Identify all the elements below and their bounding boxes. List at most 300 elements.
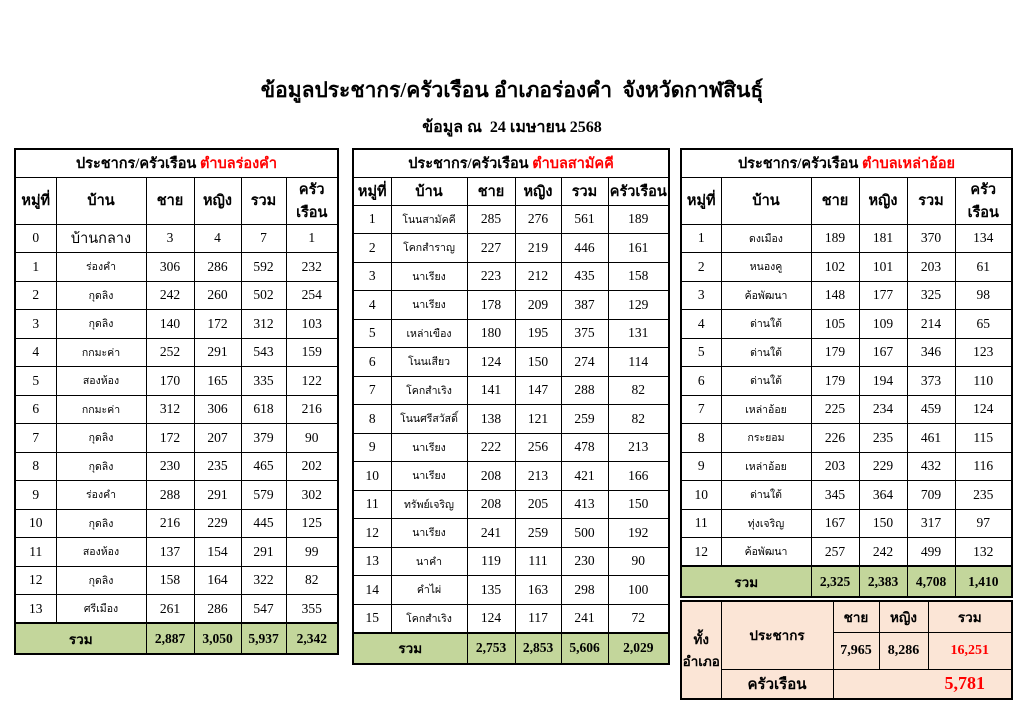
village-name-cell: เหล่าอ้อย <box>721 395 811 424</box>
table-row <box>353 319 669 348</box>
column-header: หมู่ที่ <box>681 177 721 224</box>
table-row <box>681 509 1012 538</box>
table-body <box>15 224 338 623</box>
table-title-highlight: ตำบลเหล่าอ้อย <box>861 155 956 172</box>
value-cell: 709 <box>907 481 955 510</box>
value-cell: 3 <box>15 310 56 339</box>
table-row <box>353 234 669 263</box>
value-cell: 302 <box>286 481 338 510</box>
table-row <box>681 424 1012 453</box>
value-cell: 12 <box>681 538 721 567</box>
value-cell: 288 <box>146 481 194 510</box>
total-male: 2,887 <box>146 623 194 654</box>
value-cell: 161 <box>608 234 669 263</box>
village-name-cell: นาเรียง <box>391 519 467 548</box>
village-name-cell: ด่านใต้ <box>721 338 811 367</box>
value-cell: 164 <box>194 566 241 595</box>
value-cell: 154 <box>194 538 241 567</box>
value-cell: 124 <box>955 395 1012 424</box>
value-cell: 1 <box>15 253 56 282</box>
value-cell: 203 <box>811 452 859 481</box>
value-cell: 222 <box>467 433 515 462</box>
value-cell: 11 <box>681 509 721 538</box>
value-cell: 291 <box>241 538 286 567</box>
table-row <box>15 424 338 453</box>
value-cell: 235 <box>859 424 907 453</box>
table-title <box>681 149 1012 177</box>
value-cell: 276 <box>515 205 561 234</box>
total-sum: 5,606 <box>561 633 608 664</box>
value-cell: 461 <box>907 424 955 453</box>
value-cell: 208 <box>467 462 515 491</box>
value-cell: 82 <box>608 376 669 405</box>
value-cell: 232 <box>286 253 338 282</box>
total-households: 2,029 <box>608 633 669 664</box>
column-header: ครัวเรือน <box>286 177 338 224</box>
value-cell: 158 <box>146 566 194 595</box>
value-cell: 111 <box>515 547 561 576</box>
village-name-cell: กุดลิง <box>56 281 146 310</box>
value-cell: 167 <box>859 338 907 367</box>
village-name-cell: ร่องคำ <box>56 253 146 282</box>
village-name-cell: กุดลิง <box>56 509 146 538</box>
value-cell: 115 <box>955 424 1012 453</box>
column-header: บ้าน <box>721 177 811 224</box>
value-cell: 12 <box>353 519 391 548</box>
village-name-cell: เหล่าอ้อย <box>721 452 811 481</box>
summary-population-label: ประชากร <box>721 601 833 669</box>
value-cell: 306 <box>194 395 241 424</box>
value-cell: 579 <box>241 481 286 510</box>
value-cell: 547 <box>241 595 286 624</box>
value-cell: 235 <box>955 481 1012 510</box>
value-cell: 260 <box>194 281 241 310</box>
value-cell: 189 <box>608 205 669 234</box>
table-row <box>353 348 669 377</box>
value-cell: 322 <box>241 566 286 595</box>
value-cell: 114 <box>608 348 669 377</box>
value-cell: 446 <box>561 234 608 263</box>
summary-scope-label: ทั้งอำเภอ <box>681 601 721 699</box>
table-body <box>353 205 669 633</box>
value-cell: 167 <box>811 509 859 538</box>
column-header: หญิง <box>859 177 907 224</box>
value-cell: 355 <box>286 595 338 624</box>
value-cell: 147 <box>515 376 561 405</box>
summary-total-value: 16,251 <box>928 632 1012 669</box>
value-cell: 4 <box>681 310 721 339</box>
column-header: ชาย <box>811 177 859 224</box>
village-name-cell: นาคำ <box>391 547 467 576</box>
value-cell: 90 <box>286 424 338 453</box>
value-cell: 234 <box>859 395 907 424</box>
value-cell: 192 <box>608 519 669 548</box>
value-cell: 7 <box>241 224 286 253</box>
table-row <box>353 291 669 320</box>
village-name-cell: ร่องคำ <box>56 481 146 510</box>
value-cell: 13 <box>353 547 391 576</box>
value-cell: 306 <box>146 253 194 282</box>
table-row <box>681 367 1012 396</box>
value-cell: 274 <box>561 348 608 377</box>
village-name-cell: กุดลิง <box>56 310 146 339</box>
value-cell: 13 <box>15 595 56 624</box>
village-name-cell: เหล่าเขือง <box>391 319 467 348</box>
value-cell: 82 <box>286 566 338 595</box>
column-header: บ้าน <box>391 177 467 205</box>
value-cell: 227 <box>467 234 515 263</box>
summary-female-value: 8,286 <box>879 632 928 669</box>
value-cell: 459 <box>907 395 955 424</box>
value-cell: 170 <box>146 367 194 396</box>
value-cell: 561 <box>561 205 608 234</box>
population-table-samakkhi <box>352 148 668 665</box>
total-female: 2,383 <box>859 566 907 597</box>
value-cell: 9 <box>15 481 56 510</box>
value-cell: 179 <box>811 367 859 396</box>
value-cell: 3 <box>146 224 194 253</box>
value-cell: 14 <box>353 576 391 605</box>
value-cell: 166 <box>608 462 669 491</box>
column-header: ครัวเรือน <box>608 177 669 205</box>
table-row <box>15 253 338 282</box>
value-cell: 335 <box>241 367 286 396</box>
village-name-cell: นาเรียง <box>391 433 467 462</box>
value-cell: 370 <box>907 224 955 253</box>
value-cell: 11 <box>353 490 391 519</box>
value-cell: 119 <box>467 547 515 576</box>
table-title-highlight: ตำบลสามัคคี <box>532 155 614 172</box>
table-row <box>681 395 1012 424</box>
village-name-cell: หนองคู <box>721 253 811 282</box>
table-row <box>353 205 669 234</box>
village-name-cell: โนนสามัคคี <box>391 205 467 234</box>
value-cell: 256 <box>515 433 561 462</box>
value-cell: 225 <box>811 395 859 424</box>
village-name-cell: นาเรียง <box>391 262 467 291</box>
value-cell: 98 <box>955 281 1012 310</box>
value-cell: 373 <box>907 367 955 396</box>
value-cell: 159 <box>286 338 338 367</box>
value-cell: 72 <box>608 604 669 633</box>
value-cell: 208 <box>467 490 515 519</box>
value-cell: 178 <box>467 291 515 320</box>
table-row <box>353 405 669 434</box>
value-cell: 172 <box>146 424 194 453</box>
summary-household-label: ครัวเรือน <box>721 669 833 699</box>
table-row <box>15 338 338 367</box>
table-row <box>15 538 338 567</box>
village-name-cell: โนนเสียว <box>391 348 467 377</box>
value-cell: 131 <box>608 319 669 348</box>
value-cell: 158 <box>608 262 669 291</box>
value-cell: 229 <box>194 509 241 538</box>
value-cell: 124 <box>467 348 515 377</box>
table-row <box>15 281 338 310</box>
value-cell: 101 <box>859 253 907 282</box>
table-row <box>15 481 338 510</box>
value-cell: 242 <box>146 281 194 310</box>
value-cell: 259 <box>561 405 608 434</box>
value-cell: 325 <box>907 281 955 310</box>
value-cell: 65 <box>955 310 1012 339</box>
value-cell: 181 <box>859 224 907 253</box>
village-name-cell: โคกสำเริง <box>391 376 467 405</box>
value-cell: 226 <box>811 424 859 453</box>
summary-header-row <box>681 601 1012 632</box>
value-cell: 288 <box>561 376 608 405</box>
value-cell: 137 <box>146 538 194 567</box>
table-title <box>353 149 669 177</box>
population-table-rongkham <box>14 148 337 655</box>
value-cell: 148 <box>811 281 859 310</box>
value-cell: 7 <box>681 395 721 424</box>
value-cell: 230 <box>146 452 194 481</box>
table-row <box>353 604 669 633</box>
value-cell: 285 <box>467 205 515 234</box>
table-row <box>681 338 1012 367</box>
total-label: รวม <box>353 633 467 664</box>
value-cell: 229 <box>859 452 907 481</box>
value-cell: 502 <box>241 281 286 310</box>
value-cell: 124 <box>467 604 515 633</box>
value-cell: 15 <box>353 604 391 633</box>
value-cell: 195 <box>515 319 561 348</box>
table-row <box>353 262 669 291</box>
value-cell: 207 <box>194 424 241 453</box>
value-cell: 122 <box>286 367 338 396</box>
value-cell: 82 <box>608 405 669 434</box>
value-cell: 421 <box>561 462 608 491</box>
value-cell: 3 <box>353 262 391 291</box>
value-cell: 286 <box>194 253 241 282</box>
value-cell: 103 <box>286 310 338 339</box>
value-cell: 252 <box>146 338 194 367</box>
value-cell: 180 <box>467 319 515 348</box>
column-header: ครัวเรือน <box>955 177 1012 224</box>
value-cell: 2 <box>681 253 721 282</box>
value-cell: 223 <box>467 262 515 291</box>
value-cell: 163 <box>515 576 561 605</box>
value-cell: 317 <box>907 509 955 538</box>
column-header: บ้าน <box>56 177 146 224</box>
value-cell: 345 <box>811 481 859 510</box>
value-cell: 6 <box>353 348 391 377</box>
value-cell: 141 <box>467 376 515 405</box>
table-row <box>681 452 1012 481</box>
table-row <box>353 376 669 405</box>
value-cell: 11 <box>15 538 56 567</box>
column-header-row <box>15 177 338 224</box>
table-title-prefix: ประชากร/ครัวเรือน <box>737 155 862 172</box>
page-subtitle: ข้อมูล ณ 24 เมษายน 2568 <box>422 119 602 136</box>
value-cell: 9 <box>681 452 721 481</box>
village-name-cell: ทรัพย์เจริญ <box>391 490 467 519</box>
village-name-cell: ศรีเมือง <box>56 595 146 624</box>
value-cell: 132 <box>955 538 1012 567</box>
value-cell: 543 <box>241 338 286 367</box>
value-cell: 129 <box>608 291 669 320</box>
village-name-cell: โนนศรีสวัสดิ์ <box>391 405 467 434</box>
value-cell: 138 <box>467 405 515 434</box>
value-cell: 291 <box>194 338 241 367</box>
value-cell: 241 <box>561 604 608 633</box>
value-cell: 1 <box>681 224 721 253</box>
table-body <box>681 224 1012 566</box>
village-name-cell: โคกสำเริง <box>391 604 467 633</box>
value-cell: 387 <box>561 291 608 320</box>
table-row <box>353 433 669 462</box>
value-cell: 312 <box>241 310 286 339</box>
column-header: รวม <box>561 177 608 205</box>
page-title: ข้อมูลประชากร/ครัวเรือน อำเภอร่องคำ จังหวัดกาฬสินธุ์ <box>260 78 764 102</box>
value-cell: 202 <box>286 452 338 481</box>
value-cell: 375 <box>561 319 608 348</box>
village-name-cell: กุดลิง <box>56 452 146 481</box>
table-row <box>681 481 1012 510</box>
column-header-row <box>353 177 669 205</box>
value-cell: 150 <box>608 490 669 519</box>
village-name-cell: โคกสำราญ <box>391 234 467 263</box>
column-header: หญิง <box>515 177 561 205</box>
value-cell: 4 <box>15 338 56 367</box>
value-cell: 165 <box>194 367 241 396</box>
village-name-cell: สองห้อง <box>56 538 146 567</box>
value-cell: 4 <box>194 224 241 253</box>
value-cell: 205 <box>515 490 561 519</box>
value-cell: 105 <box>811 310 859 339</box>
value-cell: 618 <box>241 395 286 424</box>
village-name-cell: กุดลิง <box>56 566 146 595</box>
value-cell: 235 <box>194 452 241 481</box>
village-name-cell: นาเรียง <box>391 291 467 320</box>
village-name-cell: กุดลิง <box>56 424 146 453</box>
value-cell: 219 <box>515 234 561 263</box>
total-label: รวม <box>681 566 811 597</box>
table-row <box>15 452 338 481</box>
value-cell: 291 <box>194 481 241 510</box>
summary-households-value: 5,781 <box>833 669 1012 699</box>
value-cell: 0 <box>15 224 56 253</box>
value-cell: 1 <box>353 205 391 234</box>
value-cell: 592 <box>241 253 286 282</box>
table-title-prefix: ประชากร/ครัวเรือน <box>75 155 200 172</box>
village-name-cell: ค้อพัฒนา <box>721 281 811 310</box>
value-cell: 109 <box>859 310 907 339</box>
value-cell: 134 <box>955 224 1012 253</box>
table-row <box>353 576 669 605</box>
value-cell: 189 <box>811 224 859 253</box>
value-cell: 203 <box>907 253 955 282</box>
value-cell: 379 <box>241 424 286 453</box>
summary-col-total: รวม <box>928 601 1012 632</box>
value-cell: 286 <box>194 595 241 624</box>
value-cell: 102 <box>811 253 859 282</box>
value-cell: 213 <box>608 433 669 462</box>
total-label: รวม <box>15 623 146 654</box>
table-row <box>15 595 338 624</box>
value-cell: 90 <box>608 547 669 576</box>
total-households: 1,410 <box>955 566 1012 597</box>
value-cell: 254 <box>286 281 338 310</box>
value-cell: 213 <box>515 462 561 491</box>
value-cell: 6 <box>681 367 721 396</box>
value-cell: 230 <box>561 547 608 576</box>
value-cell: 257 <box>811 538 859 567</box>
value-cell: 212 <box>515 262 561 291</box>
summary-col-male: ชาย <box>833 601 879 632</box>
value-cell: 135 <box>467 576 515 605</box>
value-cell: 4 <box>353 291 391 320</box>
summary-households-row <box>681 669 1012 699</box>
value-cell: 465 <box>241 452 286 481</box>
village-name-cell: ดงเมือง <box>721 224 811 253</box>
table-row <box>15 566 338 595</box>
village-name-cell: กระยอม <box>721 424 811 453</box>
value-cell: 194 <box>859 367 907 396</box>
value-cell: 346 <box>907 338 955 367</box>
value-cell: 177 <box>859 281 907 310</box>
value-cell: 8 <box>353 405 391 434</box>
value-cell: 261 <box>146 595 194 624</box>
table-row <box>353 519 669 548</box>
table-row <box>681 224 1012 253</box>
table-row <box>15 395 338 424</box>
table-row <box>353 547 669 576</box>
value-cell: 6 <box>15 395 56 424</box>
value-cell: 150 <box>515 348 561 377</box>
total-households: 2,342 <box>286 623 338 654</box>
column-header: ชาย <box>467 177 515 205</box>
value-cell: 209 <box>515 291 561 320</box>
value-cell: 8 <box>681 424 721 453</box>
value-cell: 116 <box>955 452 1012 481</box>
village-name-cell: ด่านใต้ <box>721 481 811 510</box>
value-cell: 179 <box>811 338 859 367</box>
value-cell: 140 <box>146 310 194 339</box>
value-cell: 97 <box>955 509 1012 538</box>
total-male: 2,753 <box>467 633 515 664</box>
table-title <box>15 149 338 177</box>
value-cell: 214 <box>907 310 955 339</box>
value-cell: 413 <box>561 490 608 519</box>
value-cell: 12 <box>15 566 56 595</box>
population-table-lao-oi <box>680 148 1011 598</box>
column-header: หมู่ที่ <box>353 177 391 205</box>
value-cell: 216 <box>146 509 194 538</box>
value-cell: 5 <box>15 367 56 396</box>
district-summary-table <box>680 600 1011 700</box>
column-header: หญิง <box>194 177 241 224</box>
value-cell: 7 <box>353 376 391 405</box>
value-cell: 100 <box>608 576 669 605</box>
total-row <box>15 623 338 654</box>
village-name-cell: กกมะค่า <box>56 338 146 367</box>
value-cell: 117 <box>515 604 561 633</box>
summary-col-female: หญิง <box>879 601 928 632</box>
total-female: 2,853 <box>515 633 561 664</box>
table-row <box>15 310 338 339</box>
village-name-cell: คำไผ่ <box>391 576 467 605</box>
total-female: 3,050 <box>194 623 241 654</box>
value-cell: 298 <box>561 576 608 605</box>
village-name-cell: ทุ่งเจริญ <box>721 509 811 538</box>
village-name-cell: กกมะค่า <box>56 395 146 424</box>
village-name-cell: บ้านกลาง <box>56 224 146 253</box>
village-name-cell: สองห้อง <box>56 367 146 396</box>
summary-male-value: 7,965 <box>833 632 879 669</box>
value-cell: 7 <box>15 424 56 453</box>
